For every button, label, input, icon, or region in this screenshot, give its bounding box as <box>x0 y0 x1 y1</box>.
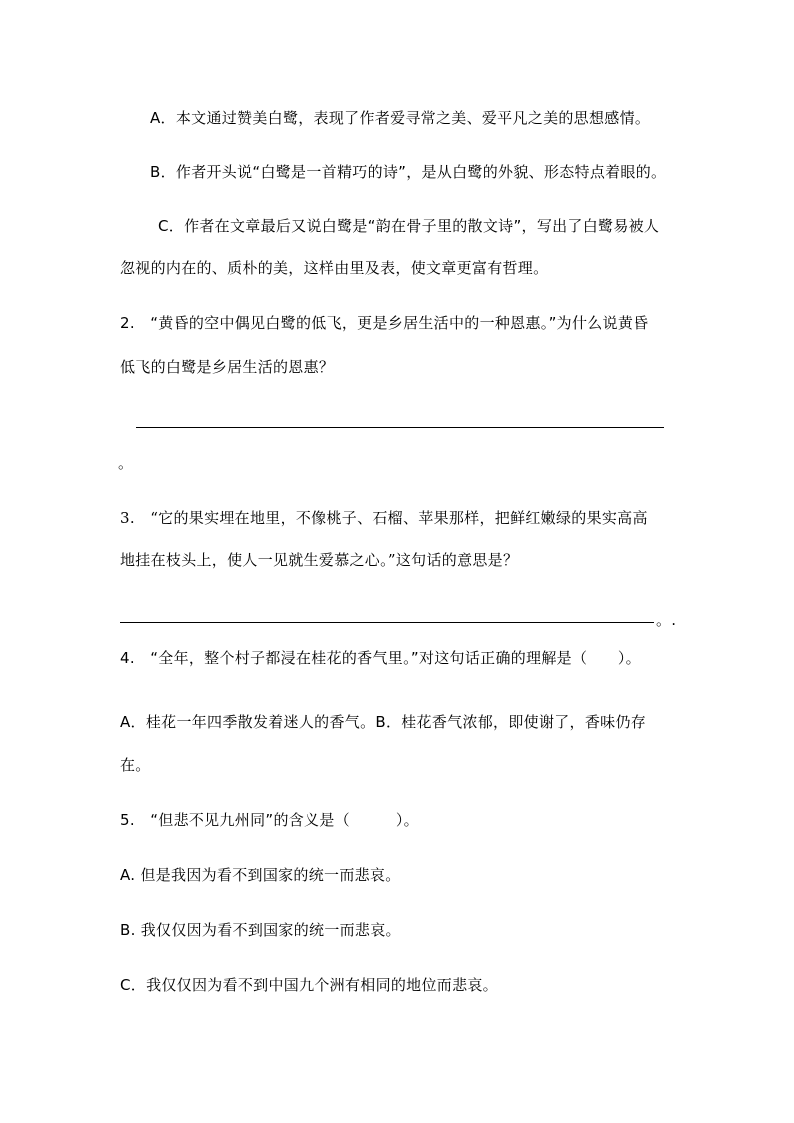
q4-options-line1: A．桂花一年四季散发着迷人的香气。B．桂花香气浓郁，即使谢了，香味仍存 <box>120 713 647 731</box>
q3-answer-line <box>120 622 654 623</box>
q1-option-a: A．本文通过赞美白鹭，表现了作者爱寻常之美、爱平凡之美的思想感情。 <box>150 109 651 127</box>
q1-option-c-line2: 忽视的内在的、质朴的美，这样由里及表，使文章更富有哲理。 <box>120 259 549 277</box>
q5-option-c: C．我仅仅因为看不到中国九个洲有相同的地位而悲哀。 <box>120 976 498 994</box>
q2-answer-line <box>136 427 664 428</box>
q3-end-mark: 。. <box>656 611 677 629</box>
q2-stem-line1: 2. “黄昏的空中偶见白鹭的低飞，更是乡居生活中的一种恩惠。”为什么说黄昏 <box>120 314 649 332</box>
q2-end-mark: 。 <box>118 454 134 472</box>
q4-stem: 4. “全年，整个村子都浸在桂花的香气里。”对这句话正确的理解是（ ）。 <box>120 649 641 667</box>
q1-option-b: B．作者开头说“白鹭是一首精巧的诗”，是从白鹭的外貌、形态特点着眼的。 <box>150 163 667 181</box>
q5-option-b: B. 我仅仅因为看不到国家的统一而悲哀。 <box>120 921 401 939</box>
q3-stem-line2: 地挂在枝头上，使人一见就生爱慕之心。”这句话的意思是？ <box>120 551 519 569</box>
q2-stem-line2: 低飞的白鹭是乡居生活的恩惠？ <box>120 358 335 376</box>
q5-stem: 5. “但悲不见九州同”的含义是（ ）。 <box>120 811 419 829</box>
q4-options-line2: 在。 <box>120 756 151 774</box>
q1-option-c-line1: C．作者在文章最后又说白鹭是“韵在骨子里的散文诗”，写出了白鹭易被人 <box>158 217 660 235</box>
q3-stem-line1: 3. “它的果实埋在地里，不像桃子、石榴、苹果那样，把鲜红嫩绿的果实高高 <box>120 509 648 527</box>
q5-option-a: A. 但是我因为看不到国家的统一而悲哀。 <box>120 866 401 884</box>
